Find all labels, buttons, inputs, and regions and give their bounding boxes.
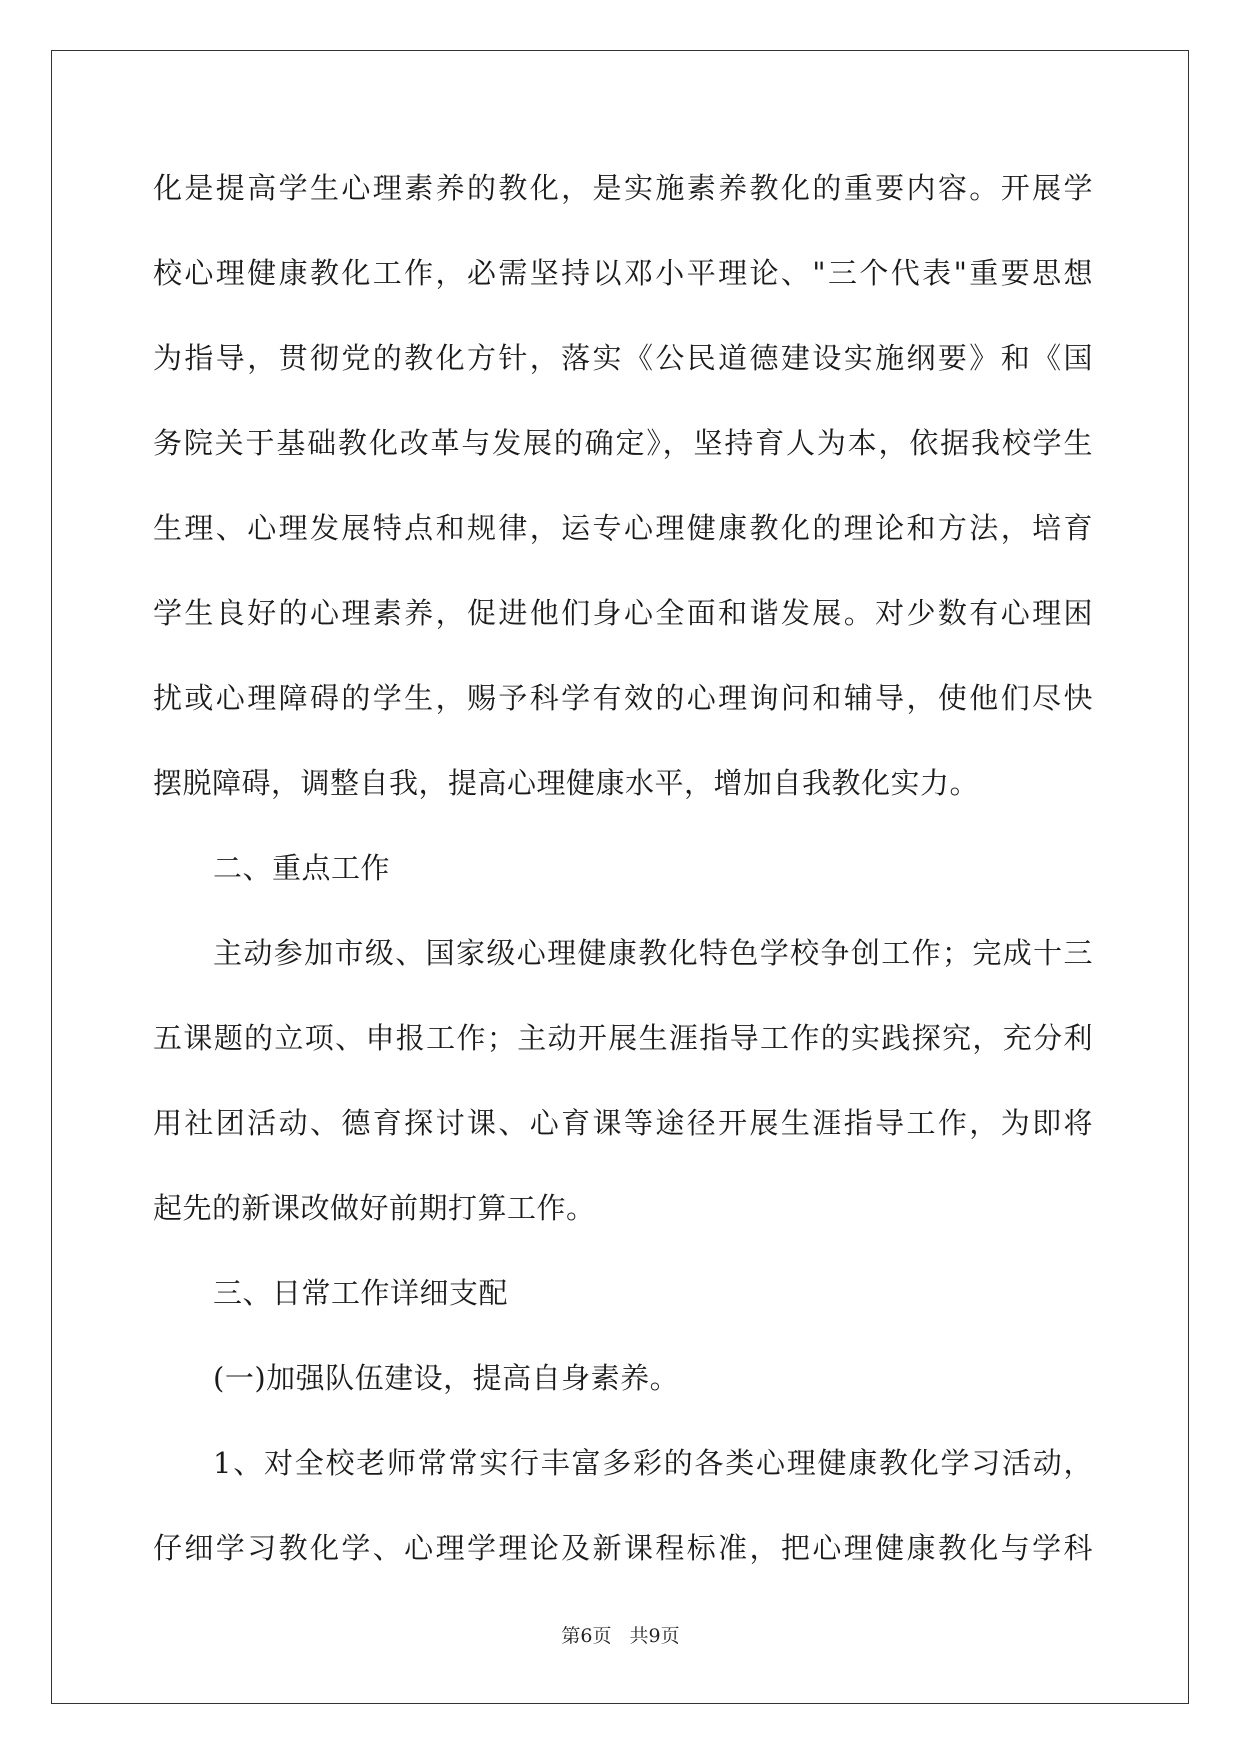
paragraph-line: 学生良好的心理素养，促进他们身心全面和谐发展。对少数有心理困 — [153, 596, 1093, 630]
paragraph-line: 五课题的立项、申报工作；主动开展生涯指导工作的实践探究，充分利 — [153, 1021, 1093, 1055]
paragraph-line: 扰或心理障碍的学生，赐予科学有效的心理询问和辅导，使他们尽快 — [153, 681, 1093, 715]
page-total: 共9页 — [629, 1625, 680, 1647]
document-body — [153, 160, 1093, 1605]
paragraph-line: 生理、心理发展特点和规律，运专心理健康教化的理论和方法，培育 — [153, 511, 1093, 545]
paragraph-line: 用社团活动、德育探讨课、心育课等途径开展生涯指导工作，为即将 — [153, 1106, 1093, 1140]
paragraph-line: 主动参加市级、国家级心理健康教化特色学校争创工作；完成十三 — [213, 936, 1093, 970]
paragraph-line: 摆脱障碍，调整自我，提高心理健康水平，增加自我教化实力。 — [153, 766, 980, 800]
page-number: 第6页 — [561, 1625, 612, 1647]
section-heading: 二、重点工作 — [213, 851, 391, 885]
section-heading: 三、日常工作详细支配 — [213, 1276, 509, 1310]
paragraph-line: 务院关于基础教化改革与发展的确定》，坚持育人为本，依据我校学生 — [153, 426, 1093, 460]
paragraph-line: 化是提高学生心理素养的教化，是实施素养教化的重要内容。开展学 — [153, 171, 1093, 205]
paragraph-line: 起先的新课改做好前期打算工作。 — [153, 1191, 596, 1225]
subsection-heading: (一)加强队伍建设，提高自身素养。 — [213, 1361, 680, 1395]
paragraph-line: 仔细学习教化学、心理学理论及新课程标准，把心理健康教化与学科 — [153, 1531, 1093, 1565]
paragraph-line: 1、对全校老师常常实行丰富多彩的各类心理健康教化学习活动， — [213, 1446, 1093, 1480]
page-footer — [0, 1621, 1241, 1648]
paragraph-line: 为指导，贯彻党的教化方针，落实《公民道德建设实施纲要》和《国 — [153, 341, 1093, 375]
paragraph-line: 校心理健康教化工作，必需坚持以邓小平理论、"三个代表"重要思想 — [153, 256, 1093, 290]
